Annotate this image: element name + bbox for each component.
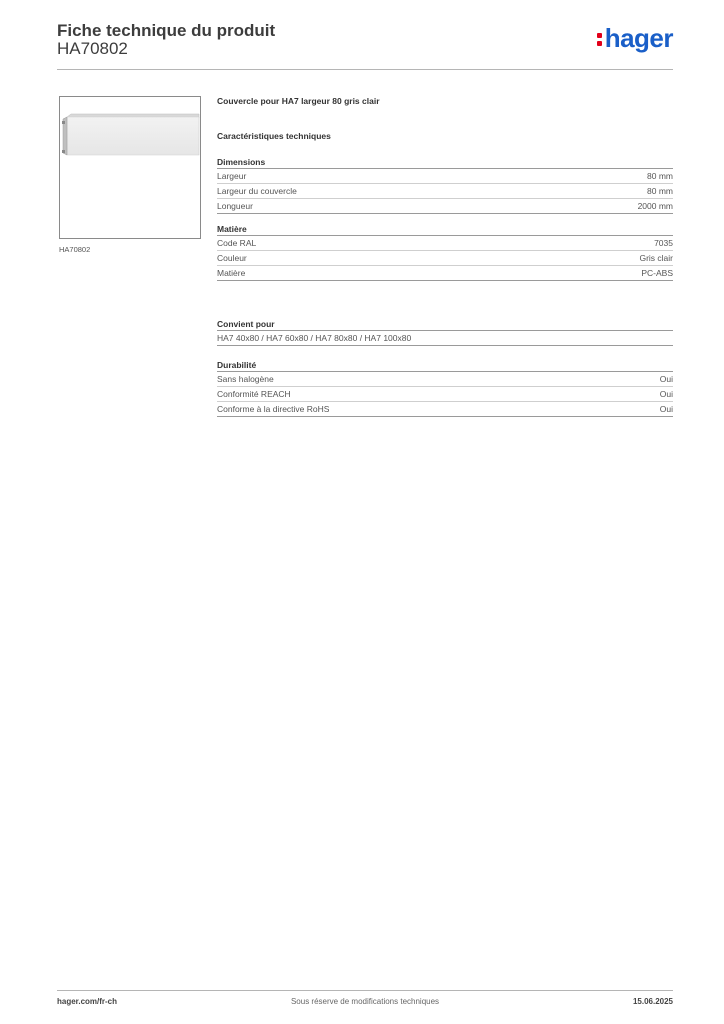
section-dimensions [217,156,673,214]
table-row [217,184,673,199]
row-label: Largeur [217,171,247,181]
section-durabilite [217,359,673,417]
row-value: 80 mm [647,171,673,181]
table-row [217,251,673,266]
row-value: Oui [659,404,673,414]
hager-logo [597,23,673,53]
footer-divider [57,990,673,991]
row-label: Longueur [217,201,253,211]
table-row [217,402,673,417]
page-footer [57,997,673,1011]
section-title: Dimensions [217,156,673,169]
table-row [217,169,673,184]
cover-profile-icon [60,97,200,238]
row-value: Gris clair [639,253,673,263]
row-label: HA7 40x80 / HA7 60x80 / HA7 80x80 / HA7 100x80 [217,333,412,343]
table-row [217,372,673,387]
section-matiere [217,223,673,281]
product-image [59,96,201,239]
product-image-caption: HA70802 [59,245,91,254]
product-reference: HA70802 [57,39,128,58]
product-description: Couvercle pour HA7 largeur 80 gris clair [217,96,380,106]
row-value: 7035 [654,238,673,248]
section-convient-pour [217,318,673,346]
table-row [217,199,673,214]
row-label: Couleur [217,253,247,263]
row-label: Largeur du couvercle [217,186,297,196]
section-title: Matière [217,223,673,236]
footer-website-link[interactable]: hager.com/fr-ch [57,997,118,1006]
page-header [57,20,673,68]
table-row [217,331,673,346]
row-label: Conformité REACH [217,389,291,399]
spec-heading: Caractéristiques techniques [217,131,331,141]
table-row [217,236,673,251]
row-value: PC-ABS [641,268,673,278]
header-divider [57,69,673,70]
table-row [217,266,673,281]
row-value: 80 mm [647,186,673,196]
row-value: Oui [659,374,673,384]
row-label: Code RAL [217,238,257,248]
logo-dots-icon [597,28,604,48]
row-value: Oui [659,389,673,399]
section-title: Convient pour [217,318,673,331]
row-label: Matière [217,268,246,278]
row-label: Sans halogène [217,374,274,384]
row-value: 2000 mm [637,201,673,211]
logo-text: hager [604,23,673,53]
footer-date: 15.06.2025 [632,997,673,1006]
row-label: Conforme à la directive RoHS [217,404,330,414]
page-title: Fiche technique du produit [57,21,276,40]
table-row [217,387,673,402]
footer-notice: Sous réserve de modifications techniques [290,997,440,1006]
section-title: Durabilité [217,359,673,372]
